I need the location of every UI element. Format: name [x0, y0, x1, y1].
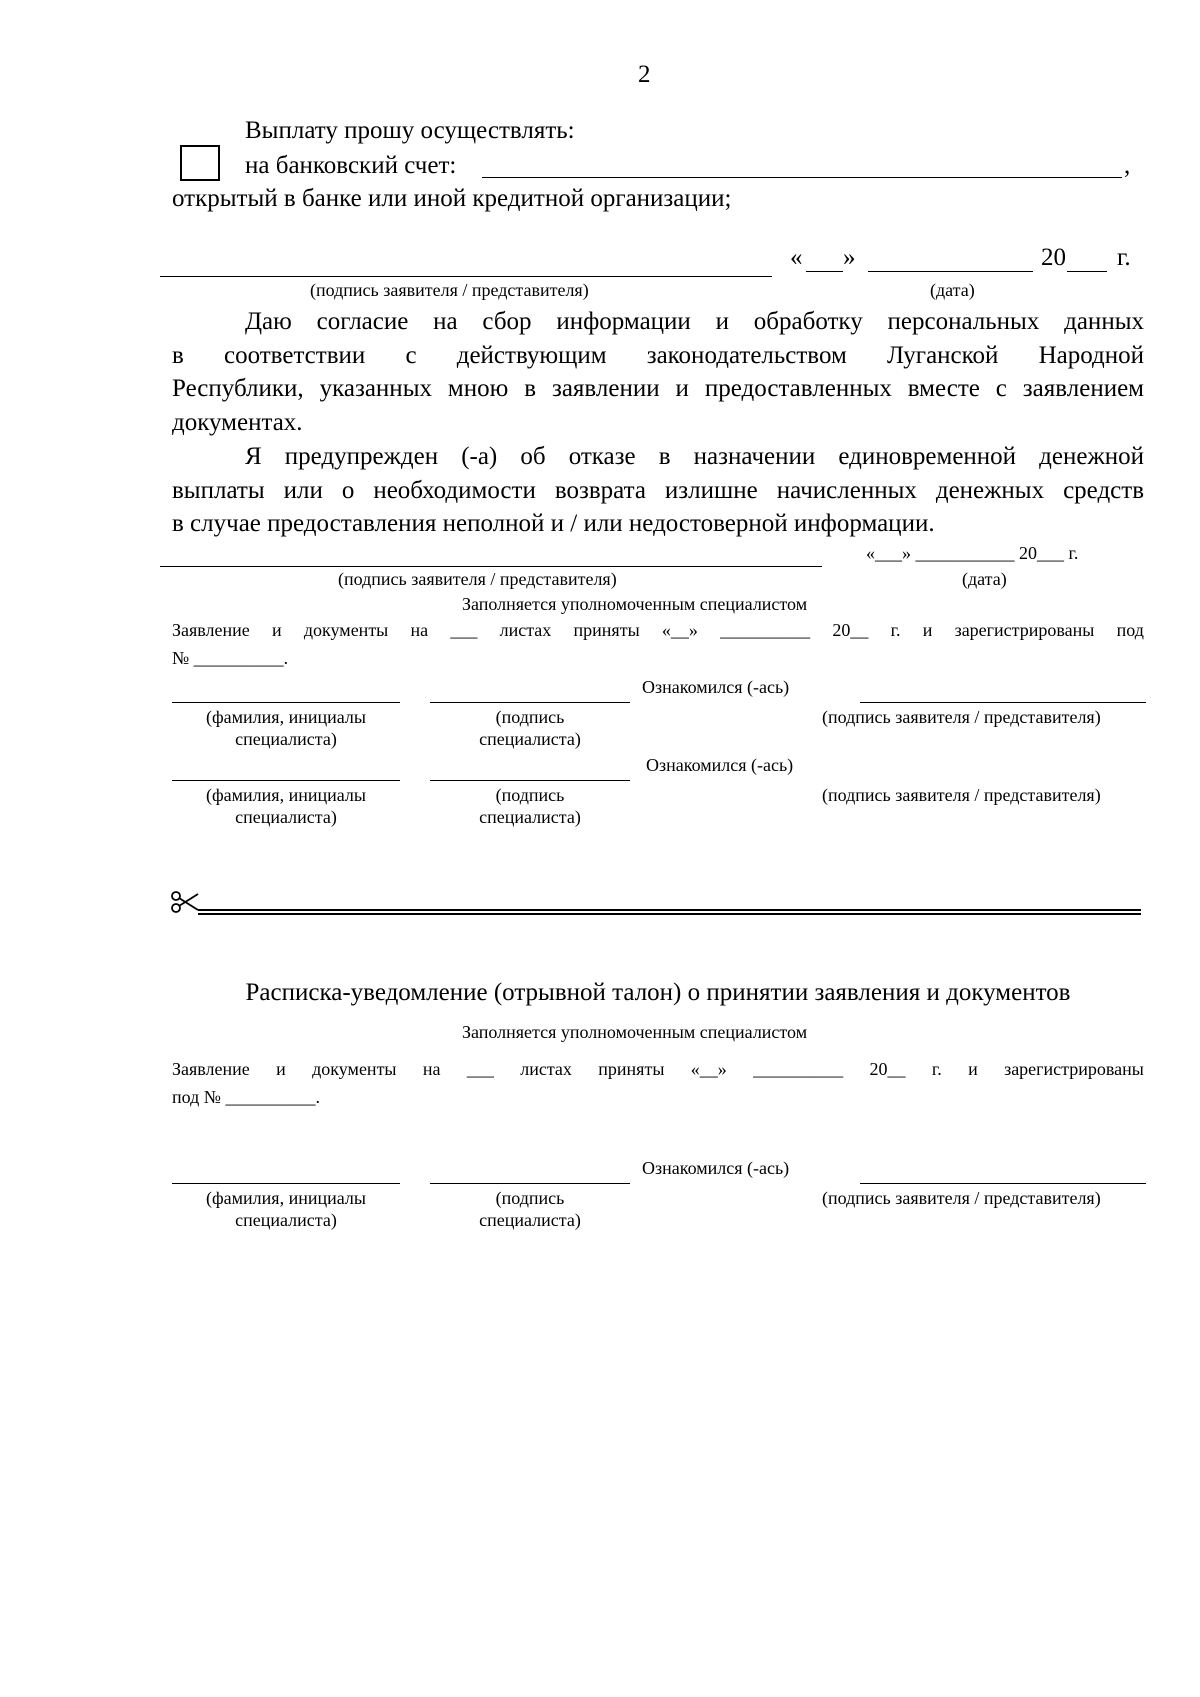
consent-line-3: Республики, указанных мною в заявлении и предоставленных вместе с заявлением — [172, 375, 1144, 402]
specialist-fill-note: Заполняется уполномоченным специалистом — [462, 594, 808, 614]
receipt-title: Расписка-уведомление (отрывной талон) о принятии заявления и документов — [245, 979, 1071, 1006]
receipt-month-field[interactable]: __________ — [753, 1059, 844, 1079]
warning-line-1: Я предупрежден (-а) об отказе в назначении единовременной денежной — [245, 443, 1144, 470]
consent-line-1: Даю согласие на сбор информации и обработку персональных данных — [245, 308, 1144, 335]
date-caption-1: (дата) — [930, 280, 975, 300]
acknowledged-label-1: Ознакомился (-ась) — [642, 677, 790, 697]
receipt-applicant-caption: (подпись заявителя / представителя) — [822, 1188, 1101, 1208]
accepted-year-field[interactable]: 20__ — [832, 620, 869, 640]
specialist-name-line-1[interactable] — [172, 702, 400, 703]
receipt-registration-number-field[interactable]: под № __________. — [172, 1087, 320, 1107]
consent-line-4: документах. — [172, 408, 303, 436]
acknowledged-label-2: Ознакомился (-ась) — [646, 755, 794, 775]
year-suffix-1: г. — [1117, 244, 1131, 271]
applicant-signature-caption-2: (подпись заявителя / представителя) — [338, 569, 617, 589]
day-input-line-1[interactable] — [806, 271, 843, 272]
applicant-ack-caption-2: (подпись заявителя / представителя) — [822, 785, 1101, 805]
year-input-line-1[interactable] — [1067, 271, 1107, 272]
receipt-specialist-signature-caption: (подпись специалиста) — [479, 1188, 581, 1230]
receipt-acknowledged-label: Ознакомился (-ась) — [642, 1158, 790, 1178]
accepted-day-field[interactable]: «__» — [661, 620, 698, 640]
date-open-quote-1: « — [790, 244, 803, 271]
cut-line — [198, 909, 1141, 915]
specialist-signature-caption-1: (подпись специалиста) — [479, 707, 581, 749]
specialist-name-caption-2: (фамилия, инициалы специалиста) — [206, 785, 366, 827]
applicant-signature-line-2[interactable] — [160, 566, 822, 567]
warning-paragraph — [172, 440, 1144, 541]
applicant-ack-caption-1: (подпись заявителя / представителя) — [822, 707, 1101, 727]
receipt-year-field[interactable]: 20__ — [869, 1059, 906, 1079]
sheet-count-field[interactable]: ___ — [450, 620, 478, 640]
specialist-signature-caption-2: (подпись специалиста) — [479, 785, 581, 827]
applicant-signature-line-1[interactable] — [160, 276, 772, 277]
receipt-day-field[interactable]: «__» — [690, 1059, 727, 1079]
payment-intro: Выплату прошу осуществлять: — [245, 117, 575, 144]
specialist-name-line-2[interactable] — [172, 780, 400, 781]
specialist-name-caption-1: (фамилия, инициалы специалиста) — [206, 707, 366, 749]
receipt-specialist-name-line[interactable] — [172, 1183, 400, 1184]
month-input-line-1[interactable] — [868, 271, 1033, 272]
date-field-2[interactable]: «___» ___________ 20___ г. — [866, 543, 1079, 563]
date-close-quote-1: » — [843, 244, 856, 271]
receipt-sheet-count-field[interactable]: ___ — [466, 1059, 494, 1079]
bank-note: открытый в банке или иной кредитной организации; — [172, 185, 732, 212]
receipt-specialist-signature-line[interactable] — [430, 1183, 630, 1184]
receipt-accepted-line: Заявление и документы на ___ листах приняты «__» __________ 20__ г. и зарегистрированы — [172, 1059, 1144, 1079]
bank-account-comma: , — [1124, 152, 1131, 179]
accepted-documents-line: Заявление и документы на ___ листах приняты «__» __________ 20__ г. и зарегистрированы под — [172, 620, 1144, 640]
applicant-signature-caption-1: (подпись заявителя / представителя) — [310, 280, 589, 300]
receipt-applicant-signature-line[interactable] — [860, 1183, 1146, 1184]
bank-account-label: на банковский счет: — [245, 152, 457, 179]
specialist-signature-line-1[interactable] — [430, 702, 630, 703]
receipt-fill-note: Заполняется уполномоченным специалистом — [462, 1022, 808, 1042]
warning-line-3: в случае предоставления неполной и / или недостоверной информации. — [172, 510, 935, 537]
page-number: 2 — [638, 61, 651, 88]
registration-number-field[interactable]: № __________. — [172, 648, 289, 668]
consent-paragraph — [172, 305, 1144, 439]
accepted-month-field[interactable]: __________ — [720, 620, 811, 640]
date-caption-2: (дата) — [962, 569, 1007, 589]
bank-account-checkbox[interactable] — [180, 145, 220, 181]
applicant-ack-signature-line-1[interactable] — [860, 702, 1146, 703]
receipt-specialist-name-caption: (фамилия, инициалы специалиста) — [206, 1188, 366, 1230]
year-prefix-1: 20 — [1041, 244, 1066, 271]
scissors-icon — [170, 890, 200, 914]
bank-account-input-line[interactable] — [482, 177, 1122, 178]
consent-line-2: в соответствии с действующим законодательством Луганской Народной — [172, 341, 1144, 369]
warning-line-2: выплаты или о необходимости возврата излишне начисленных денежных средств — [172, 476, 1144, 504]
specialist-signature-line-2[interactable] — [430, 780, 630, 781]
